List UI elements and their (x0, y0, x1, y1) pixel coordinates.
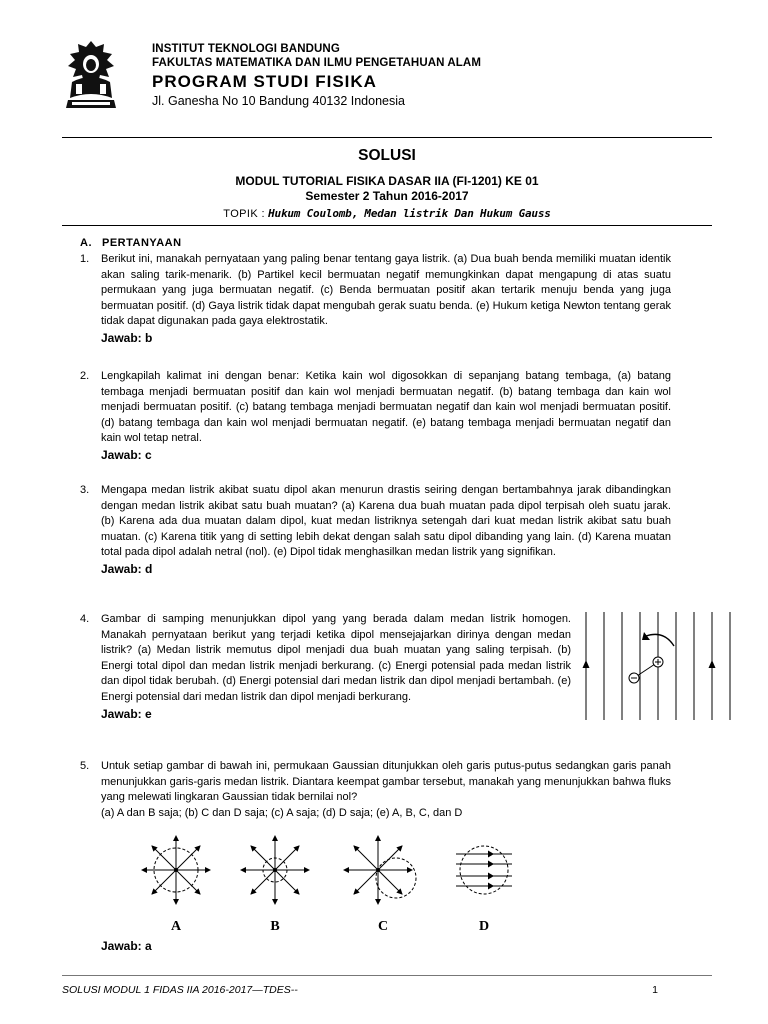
question-number: 5. (80, 760, 90, 772)
figure-label-d: D (478, 919, 490, 934)
itb-ganesha-logo-icon (62, 38, 120, 112)
figure-label-a: A (170, 919, 182, 934)
footer-divider (62, 975, 712, 976)
page-number: 1 (652, 984, 658, 996)
topic-label: TOPIK : (223, 208, 266, 220)
question-number: 3. (80, 484, 90, 496)
question-4 (80, 612, 571, 722)
institution-name: INSTITUT TEKNOLOGI BANDUNG (152, 43, 340, 55)
question-number: 1. (80, 253, 90, 265)
answer: Jawab: a (101, 939, 152, 953)
module-title: MODUL TUTORIAL FISIKA DASAR IIA (FI-1201) KE 01 (235, 174, 539, 188)
answer: Jawab: e (101, 706, 152, 721)
question-number: 4. (80, 613, 90, 625)
dipole-field-figure (580, 610, 738, 722)
question-1 (80, 252, 671, 346)
gaussian-surfaces-figure (140, 830, 530, 936)
question-3 (80, 483, 671, 577)
answer: Jawab: c (101, 447, 152, 462)
semester: Semester 2 Tahun 2016-2017 (305, 189, 469, 203)
topic-value: Hukum Coulomb, Medan listrik Dan Hukum Gauss (268, 207, 551, 220)
answer: Jawab: b (101, 330, 153, 345)
title-block (62, 146, 712, 222)
question-2 (80, 369, 671, 463)
letterhead-text (152, 42, 481, 110)
answer: Jawab: d (101, 561, 153, 576)
question-text: Berikut ini, manakah pernyataan yang paling benar tentang gaya listrik. (a) Dua buah benda memiliki muatan identik akan saling tarik-menarik. (b) Partikel kecil bermuatan negatif memungkinkan dapat mengapung di atas suatu permukaan yang juga bermuatan negatif. (c) Benda bermuatan positif akan tertarik menuju benda yang juga bermuatan positif. (d) Gaya listrik tidak dapat mengubah gerak suatu benda. (e) Hukum ketiga Newton tentang gerak tidak dapat digunakan pada gaya elektrostatik. (101, 253, 671, 328)
address: Jl. Ganesha No 10 Bandung 40132 Indonesia (152, 94, 405, 108)
figure-a (142, 836, 210, 934)
question-text: Untuk setiap gambar di bawah ini, permukaan Gaussian ditunjukkan oleh garis putus-putus sedangkan garis panah menunjukkan garis-garis medan listrik. Diantara keempat gambar tersebut, manakah yang menunjukkan bahwa fluks yang melewati lingkaran Gaussian tidak bernilai nol? (101, 760, 671, 804)
letterhead (62, 38, 712, 118)
figure-d (456, 846, 512, 934)
question-5 (80, 759, 671, 821)
doc-title: SOLUSI (358, 147, 416, 164)
topic (62, 206, 712, 222)
question-text: Mengapa medan listrik akibat suatu dipol akan menurun drastis seiring dengan bertambahnya jarak dibandingkan dengan medan listrik akibat satu buah muatan? (a) Karena dua buah muatan pada dipol terpisah oleh suatu jarak. (b) Karena ada dua muatan dalam dipol, kuat medan listriknya setengah dari kuat medan listrik akibat satu buah muatan. (c) Karena titik yang di setting lebih dekat dengan salah satu dipol dibanding yang lain. (d) Karena muatan total pada dipol adalah netral (nol). (e) Dipol tidak menghasilkan medan listrik yang signifikan. (101, 484, 671, 559)
section-letter: A. (80, 237, 92, 249)
question-5-answer (80, 938, 671, 954)
program-name: PROGRAM STUDI FISIKA (152, 72, 377, 91)
header-divider (62, 137, 712, 138)
footer-text: SOLUSI MODUL 1 FIDAS IIA 2016-2017—TDES-- (62, 984, 298, 996)
faculty-name: FAKULTAS MATEMATIKA DAN ILMU PENGETAHUAN ALAM (152, 57, 482, 69)
figure-label-c: C (377, 919, 389, 934)
figure-label-b: B (270, 919, 280, 934)
title-divider (62, 225, 712, 226)
dipole (629, 632, 674, 683)
field-arrows (583, 660, 716, 668)
section-name: PERTANYAAN (102, 237, 182, 249)
figure-c (344, 836, 416, 934)
question-text: Gambar di samping menunjukkan dipol yang yang berada dalam medan listrik homogen. Manakah pernyataan berikut yang terjadi ketika dipol mensejajarkan dirinya dengan medan listrik? (a) Medan listrik memutus dipol menjadi dua buah muatan yang saling terpisah. (b) Energi total dipol dan medan listrik menjadi berkurang. (c) Energi potensial pada medan listrik dan dipol tidak berubah. (d) Energi potensial dari medan listrik dan dipol menjadi bertambah. (e) Energi potensial dari medan listrik dan dipol menjadi berkurang. (101, 613, 571, 703)
question-number: 2. (80, 370, 90, 382)
question-text: Lengkapilah kalimat ini dengan benar: Ketika kain wol digosokkan di sepanjang batang tembaga, (a) batang tembaga menjadi bermuatan positif dan kain wol menjadi bermuatan negatif. (b) batang tembaga dan kain wol menjadi bermuatan positif. (c) batang tembaga menjadi bermuatan negatif dan kain wol menjadi bermuatan positif. (d) batang tembaga dan kain wol menjadi bermuatan negatif. (e) batang tembaga menjadi bermuatan negatif dan kain wol tetap netral. (101, 370, 671, 445)
figure-b (241, 836, 309, 934)
answer-options: (a) A dan B saja; (b) C dan D saja; (c) A saja; (d) D saja; (e) A, B, C, dan D (101, 806, 463, 819)
section-heading (80, 237, 182, 249)
